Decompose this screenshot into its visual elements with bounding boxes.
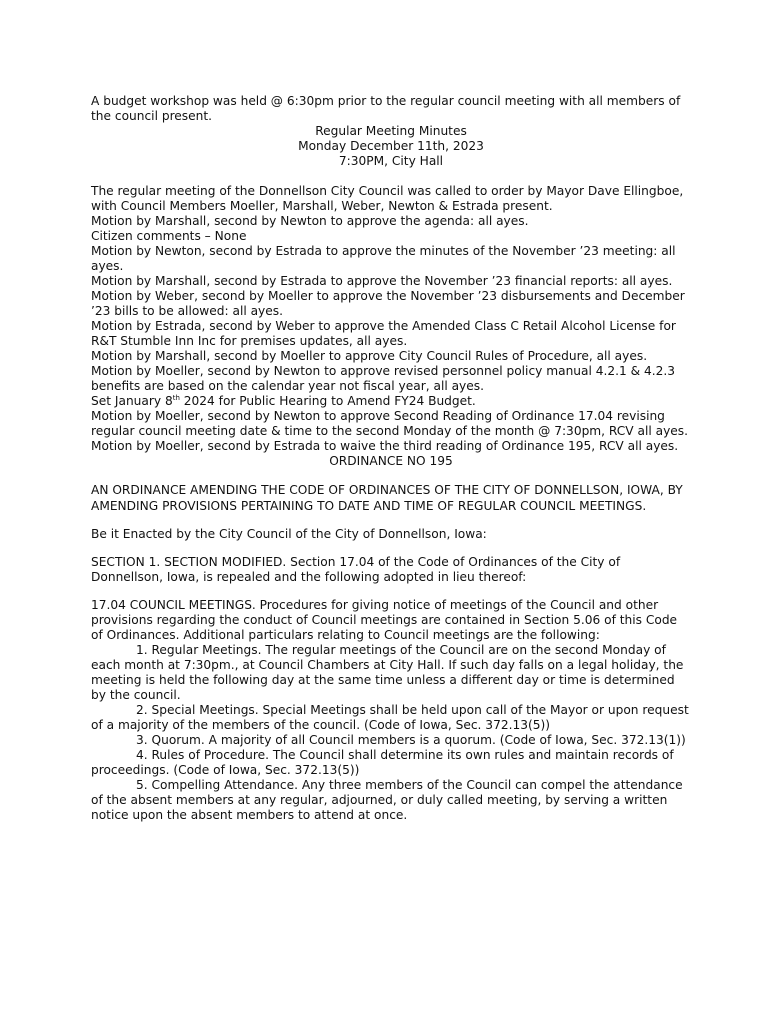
minutes-title: Regular Meeting Minutes — [315, 124, 467, 138]
item-rules-of-procedure: 4. Rules of Procedure. The Council shall determine its own rules and maintain records of proceedings. (Code of Iowa, Sec. 372.13(5)) — [91, 748, 678, 777]
ordinance-number: ORDINANCE NO 195 — [329, 454, 453, 468]
item-compelling-attendance: 5. Compelling Attendance. Any three members of the Council can compel the attendance of the absent members at any regular, adjourned, or duly called meeting, by serving a written notice upon the absent members to attend at once. — [91, 778, 687, 822]
spacer — [91, 585, 691, 598]
motion-rules-of-procedure: Motion by Marshall, second by Moeller to approve City Council Rules of Procedure, all ayes. — [91, 349, 648, 363]
hearing-text-end: 2024 for Public Hearing to Amend FY24 Budget. — [179, 394, 476, 408]
motion-personnel-policy: Motion by Moeller, second by Newton to approve revised personnel policy manual 4.2.1 & 4.2.3 benefits are based on the calendar year not fiscal year, all ayes. — [91, 364, 679, 393]
motion-alcohol-license: Motion by Estrada, second by Weber to approve the Amended Class C Retail Alcohol License for R&T Stumble Inn Inc for premises updates, all ayes. — [91, 319, 680, 348]
section-17-04: 17.04 COUNCIL MEETINGS. Procedures for giving notice of meetings of the Council and other provisions regarding the conduct of Council meetings are contained in Section 5.06 of this Code of Ordinances. Additional particulars relating to Council meetings are the following: — [91, 598, 681, 642]
motion-second-reading: Motion by Moeller, second by Newton to approve Second Reading of Ordinance 17.04 revising regular council meeting date & time to the second Monday of the month @ 7:30pm, RCV all ayes. — [91, 409, 689, 438]
motion-minutes: Motion by Newton, second by Estrada to approve the minutes of the November ’23 meeting: all ayes. — [91, 244, 680, 273]
motion-waive-third-reading: Motion by Moeller, second by Estrada to waive the third reading of Ordinance 195, RCV all ayes. — [91, 439, 679, 453]
document-page — [91, 94, 691, 823]
public-hearing-line — [91, 394, 691, 409]
spacer — [91, 514, 691, 527]
meeting-date: Monday December 11th, 2023 — [298, 139, 484, 153]
spacer — [91, 542, 691, 555]
ordinance-title: AN ORDINANCE AMENDING THE CODE OF ORDINANCES OF THE CITY OF DONNELLSON, IOWA, BY AMENDING PROVISIONS PERTAINING TO DATE AND TIME OF REGULAR COUNCIL MEETINGS. — [91, 483, 687, 513]
call-to-order: The regular meeting of the Donnellson City Council was called to order by Mayor Dave Ellingboe, with Council Members Moeller, Marshall, Weber, Newton & Estrada present. — [91, 184, 688, 213]
item-special-meetings: 2. Special Meetings. Special Meetings shall be held upon call of the Mayor or upon request of a majority of the members of the council. (Code of Iowa, Sec. 372.13(5)) — [91, 703, 693, 732]
item-regular-meetings: 1. Regular Meetings. The regular meetings of the Council are on the second Monday of each month at 7:30pm., at Council Chambers at City Hall. If such day falls on a legal holiday, the meeting is held the following day at the same time unless a different day or time is determined by the council. — [91, 643, 688, 702]
motion-financial-reports: Motion by Marshall, second by Estrada to approve the November ’23 financial reports: all ayes. — [91, 274, 673, 288]
citizen-comments: Citizen comments – None — [91, 229, 247, 243]
motion-agenda: Motion by Marshall, second by Newton to approve the agenda: all ayes. — [91, 214, 529, 228]
enacted-clause: Be it Enacted by the City Council of the City of Donnellson, Iowa: — [91, 527, 487, 541]
spacer — [91, 169, 691, 184]
hearing-text-start: Set January 8 — [91, 394, 173, 408]
hearing-superscript: th — [172, 393, 180, 402]
spacer — [91, 469, 691, 482]
meeting-time-place: 7:30PM, City Hall — [338, 154, 444, 168]
motion-disbursements: Motion by Weber, second by Moeller to approve the November ’23 disbursements and December ’23 bills to be allowed: all ayes. — [91, 289, 689, 318]
intro-paragraph: A budget workshop was held @ 6:30pm prior to the regular council meeting with all members of the council present. — [91, 94, 685, 123]
item-quorum: 3. Quorum. A majority of all Council members is a quorum. (Code of Iowa, Sec. 372.13(1)) — [136, 733, 686, 747]
section-1: SECTION 1. SECTION MODIFIED. Section 17.04 of the Code of Ordinances of the City of Donnellson, Iowa, is repealed and the following adopted in lieu thereof: — [91, 555, 625, 584]
